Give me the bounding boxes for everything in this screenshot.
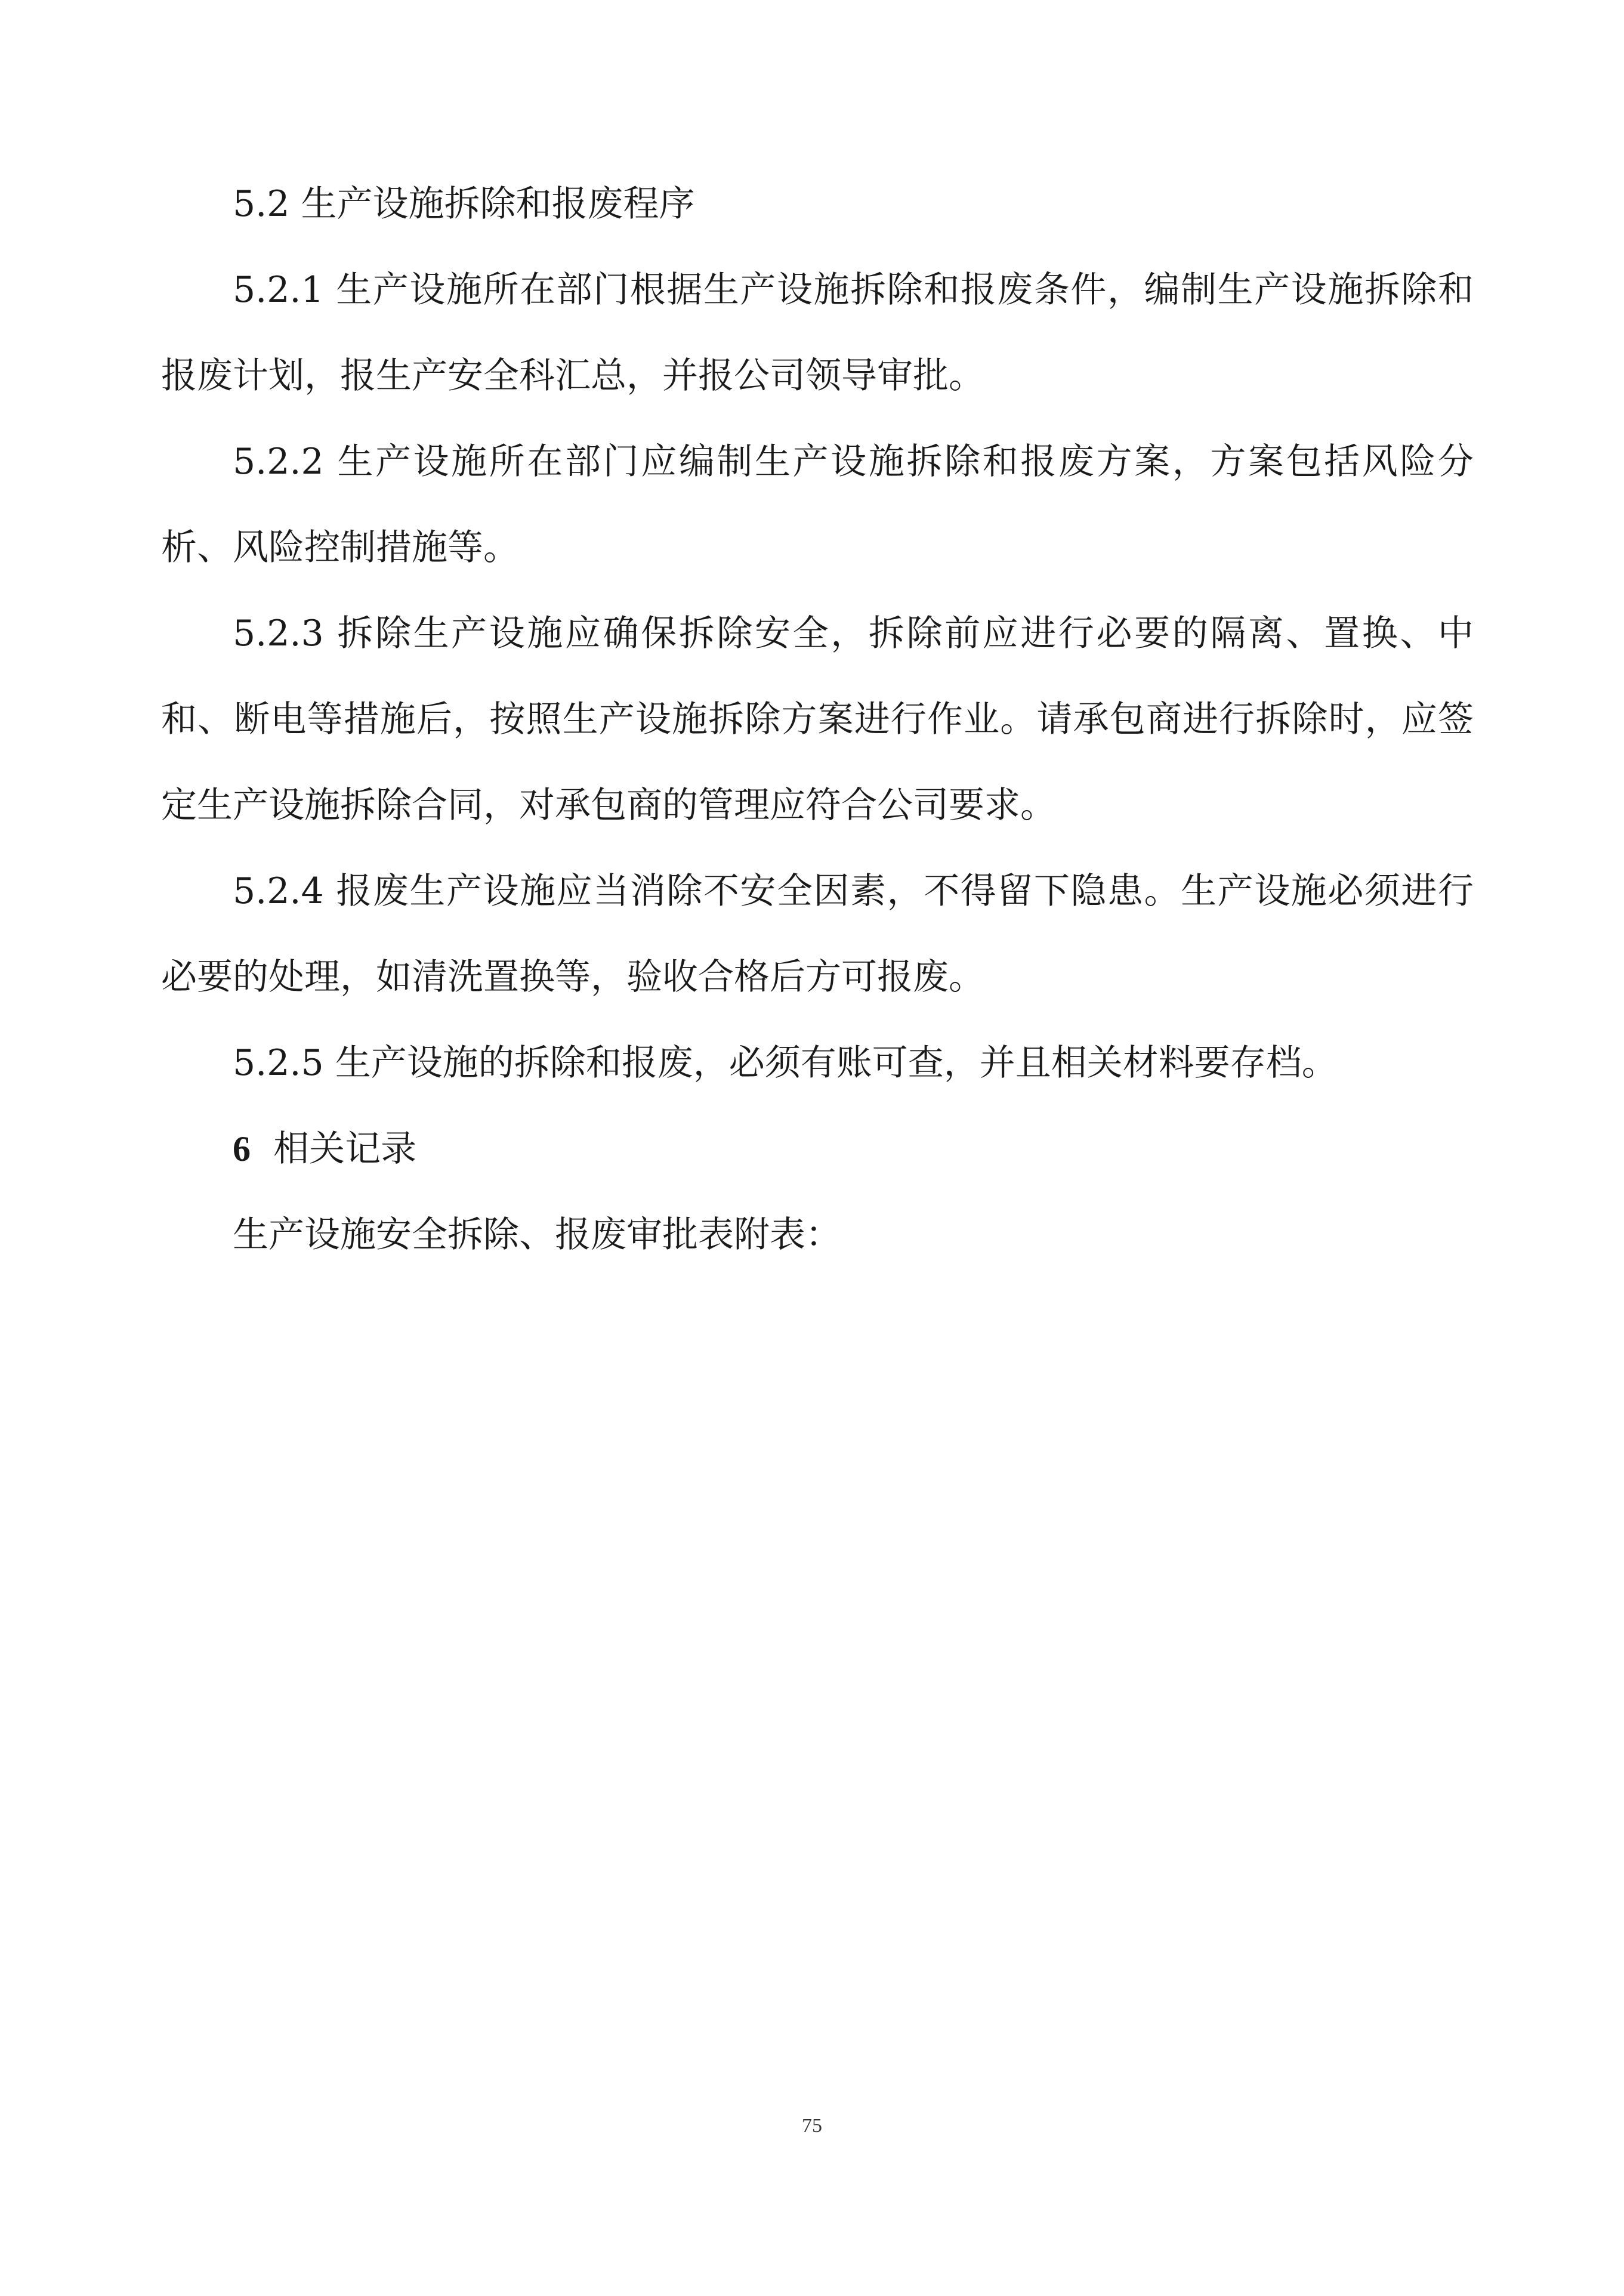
paragraph-5-2-2: 5.2.2 生产设施所在部门应编制生产设施拆除和报废方案，方案包括风险分析、风险控制措施等。 — [161, 441, 1474, 568]
paragraph-5-2-5: 5.2.5 生产设施的拆除和报废，必须有账可查，并且相关材料要存档。 — [233, 1042, 1338, 1084]
document-body — [161, 161, 1474, 1278]
paragraph-5-2-3: 5.2.3 拆除生产设施应确保拆除安全，拆除前应进行必要的隔离、置换、中和、断电等措施后，按照生产设施拆除方案进行作业。请承包商进行拆除时，应签定生产设施拆除合同，对承包商的管理应符合公司要求。 — [161, 613, 1474, 826]
section-6-number: 6 — [233, 1129, 251, 1169]
section-6-heading — [161, 1106, 1474, 1192]
page-number: 75 — [802, 2115, 822, 2137]
records-line: 生产设施安全拆除、报废审批表附表： — [233, 1214, 841, 1256]
paragraph-5-2: 5.2 生产设施拆除和报废程序 — [233, 183, 695, 225]
section-6-title: 相关记录 — [273, 1128, 417, 1170]
paragraph-5-2-4: 5.2.4 报废生产设施应当消除不安全因素，不得留下隐患。生产设施必须进行必要的处理，如清洗置换等，验收合格后方可报废。 — [161, 870, 1474, 998]
paragraph-5-2-1: 5.2.1 生产设施所在部门根据生产设施拆除和报废条件，编制生产设施拆除和报废计划，报生产安全科汇总，并报公司领导审批。 — [161, 269, 1474, 397]
